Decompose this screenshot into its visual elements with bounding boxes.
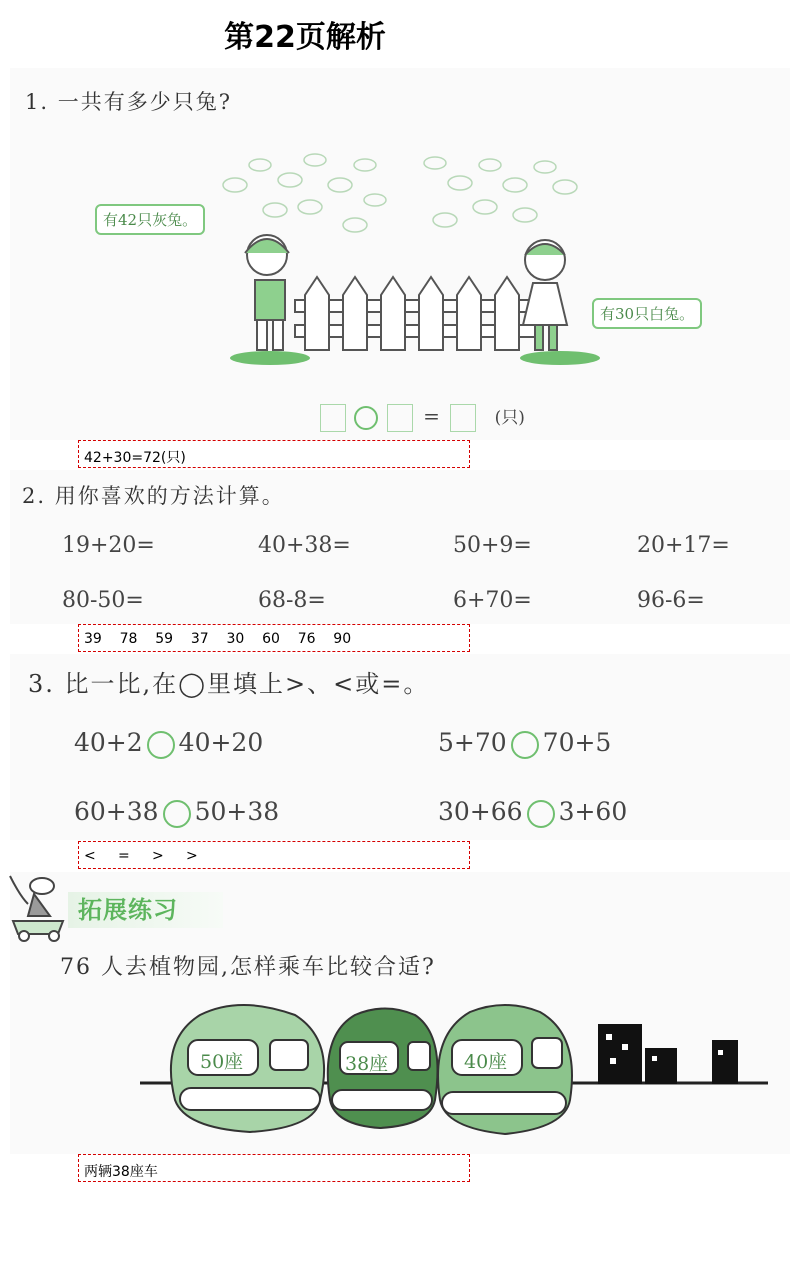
q3-right: 50+38 [194,797,280,826]
q1-equation-blanks [320,403,525,432]
compare-circle[interactable] [527,800,555,828]
blank-box [387,404,413,432]
children-fence-illustration [225,225,605,370]
q3-item [438,797,627,828]
compare-circle[interactable] [147,731,175,759]
compare-circle[interactable] [511,731,539,759]
q3-item [74,797,279,828]
q3-item [74,728,263,759]
bubble-white-rabbits: 有30只白兔。 [592,298,702,329]
q2-text: 2. 用你喜欢的方法计算。 [22,484,285,508]
q2-answer-box[interactable]: 39 78 59 37 30 60 76 90 [78,624,470,652]
bus-label: 40座 [464,1051,508,1073]
bus-label: 50座 [200,1051,244,1073]
q2-item: 50+9= [453,533,532,558]
compare-circle[interactable] [163,800,191,828]
extension-heading: 拓展练习 [78,896,178,924]
q3-left: 30+66 [438,797,523,826]
q1-text: 1. 一共有多少只兔? [25,90,232,114]
q3-left: 5+70 [438,728,507,757]
q3-right: 3+60 [558,797,628,826]
q3-item [438,728,611,759]
q2-item: 6+70= [453,588,532,613]
q2-item: 19+20= [62,533,155,558]
extension-answer-box[interactable]: 两辆38座车 [78,1154,470,1182]
equals-sign: = [423,404,440,428]
q2-item: 20+17= [637,533,730,558]
q2-item: 68-8= [258,588,326,613]
q1-unit: (只) [494,408,525,428]
q3-answer-box[interactable]: < = > > [78,841,470,869]
operator-circle [354,406,378,430]
q2-item: 40+38= [258,533,351,558]
bus-label: 38座 [345,1053,389,1075]
q2-item: 80-50= [62,588,144,613]
q1-answer-box[interactable]: 42+30=72(只) [78,440,470,468]
bubble-gray-rabbits: 有42只灰兔。 [95,204,205,235]
mouse-cart-icon [8,866,70,942]
q2-item: 96-6= [637,588,705,613]
q3-left: 40+2 [74,728,143,757]
blank-box [450,404,476,432]
page-title: 第22页解析 [224,20,386,55]
blank-box [320,404,346,432]
q3-right: 70+5 [542,728,612,757]
q3-left: 60+38 [74,797,159,826]
q3-text: 3. 比一比,在◯里填上>、<或=。 [28,670,430,698]
extension-text: 76 人去植物园,怎样乘车比较合适? [60,955,436,980]
q3-right: 40+20 [178,728,264,757]
